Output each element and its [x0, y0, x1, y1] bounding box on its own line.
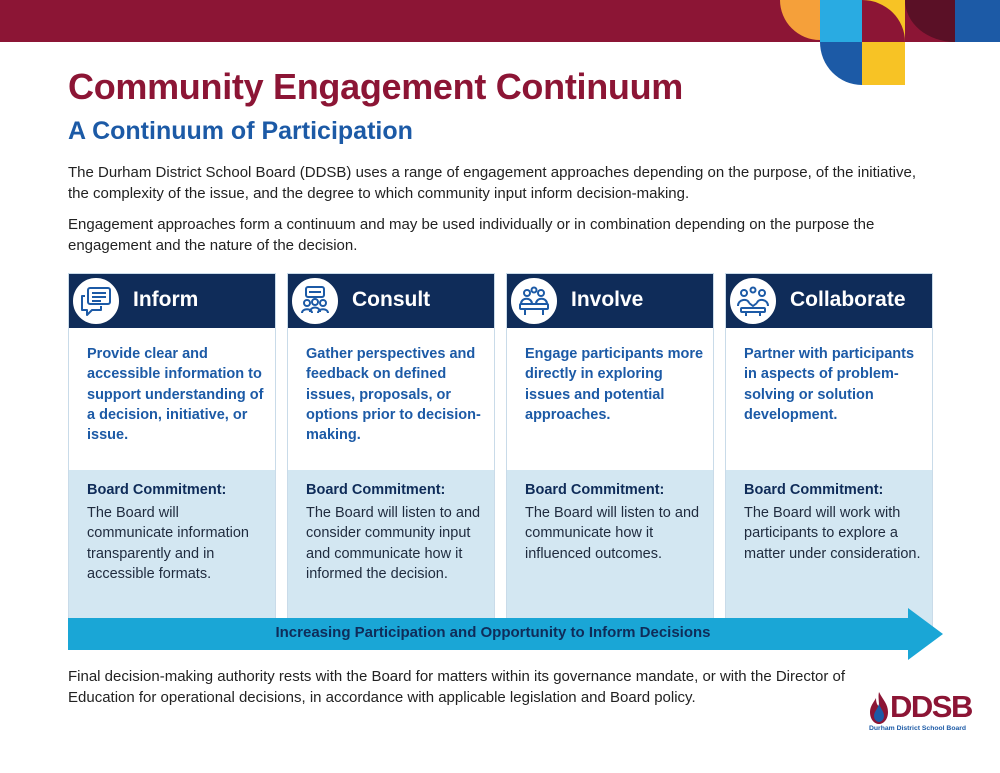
- footer-note: Final decision-making authority rests with the Board for matters within its governance mandate, or with the Director of Education for operational decisions, in accordance with applicable legislation and Board policy.: [68, 668, 846, 706]
- commitment-panel: [726, 470, 932, 628]
- card-consult: [287, 273, 495, 628]
- card-collaborate: [725, 273, 933, 628]
- commitment-label: Board Commitment:: [744, 482, 884, 498]
- card-header: [507, 274, 713, 328]
- meeting-table-icon: [509, 276, 559, 326]
- page-title: Community Engagement Continuum: [68, 66, 683, 107]
- group-discussion-icon: [290, 276, 340, 326]
- commitment-text: The Board will work with participants to explore a matter under consideration.: [744, 505, 921, 562]
- commitment-text: The Board will listen to and communicate how it influenced outcomes.: [525, 505, 700, 562]
- card-description: Gather perspectives and feedback on defined issues, proposals, or options prior to decision-making.: [306, 346, 481, 444]
- card-title: Involve: [571, 288, 644, 311]
- commitment-label: Board Commitment:: [87, 482, 227, 498]
- commitment-panel: [507, 470, 713, 628]
- commitment-label: Board Commitment:: [525, 482, 665, 498]
- card-header: [288, 274, 494, 328]
- card-description: Engage participants more directly in exploring issues and potential approaches.: [525, 346, 704, 423]
- commitment-text: The Board will communicate information transparently and in accessible formats.: [87, 505, 249, 582]
- ddsb-logo: [868, 688, 972, 738]
- card-title: Inform: [133, 288, 199, 311]
- card-header: [69, 274, 275, 328]
- card-involve: [506, 273, 714, 628]
- card-description: Provide clear and accessible information to support understanding of a decision, initiative, or issue.: [87, 346, 264, 444]
- commitment-text: The Board will listen to and consider community input and communicate how it informed the decision.: [306, 505, 481, 582]
- page-subtitle: A Continuum of Participation: [68, 117, 413, 145]
- commitment-label: Board Commitment:: [306, 482, 446, 498]
- card-inform: [68, 273, 276, 628]
- intro-paragraph-1: The Durham District School Board (DDSB) uses a range of engagement approaches depending on the purpose, of the initiative, the complexity of the issue, and the degree to which community input inform decision-making.: [68, 164, 916, 202]
- card-title: Consult: [352, 288, 431, 311]
- collaboration-icon: [728, 276, 778, 326]
- logo-text: DDSB: [890, 689, 972, 724]
- decorative-shapes: [775, 0, 1000, 90]
- commitment-panel: [69, 470, 275, 628]
- card-header: [726, 274, 932, 328]
- card-title: Collaborate: [790, 288, 906, 311]
- intro-paragraph-2: Engagement approaches form a continuum and may be used individually or in combination depending on the purpose the engagement and the nature of the decision.: [68, 216, 875, 254]
- chat-bubbles-icon: [71, 276, 121, 326]
- card-description: Partner with participants in aspects of problem-solving or solution development.: [744, 346, 915, 423]
- commitment-panel: [288, 470, 494, 628]
- flame-icon: [868, 690, 890, 726]
- arrow-label: Increasing Participation and Opportunity to Inform Decisions: [275, 624, 711, 641]
- logo-subtext: Durham District School Board: [869, 725, 967, 732]
